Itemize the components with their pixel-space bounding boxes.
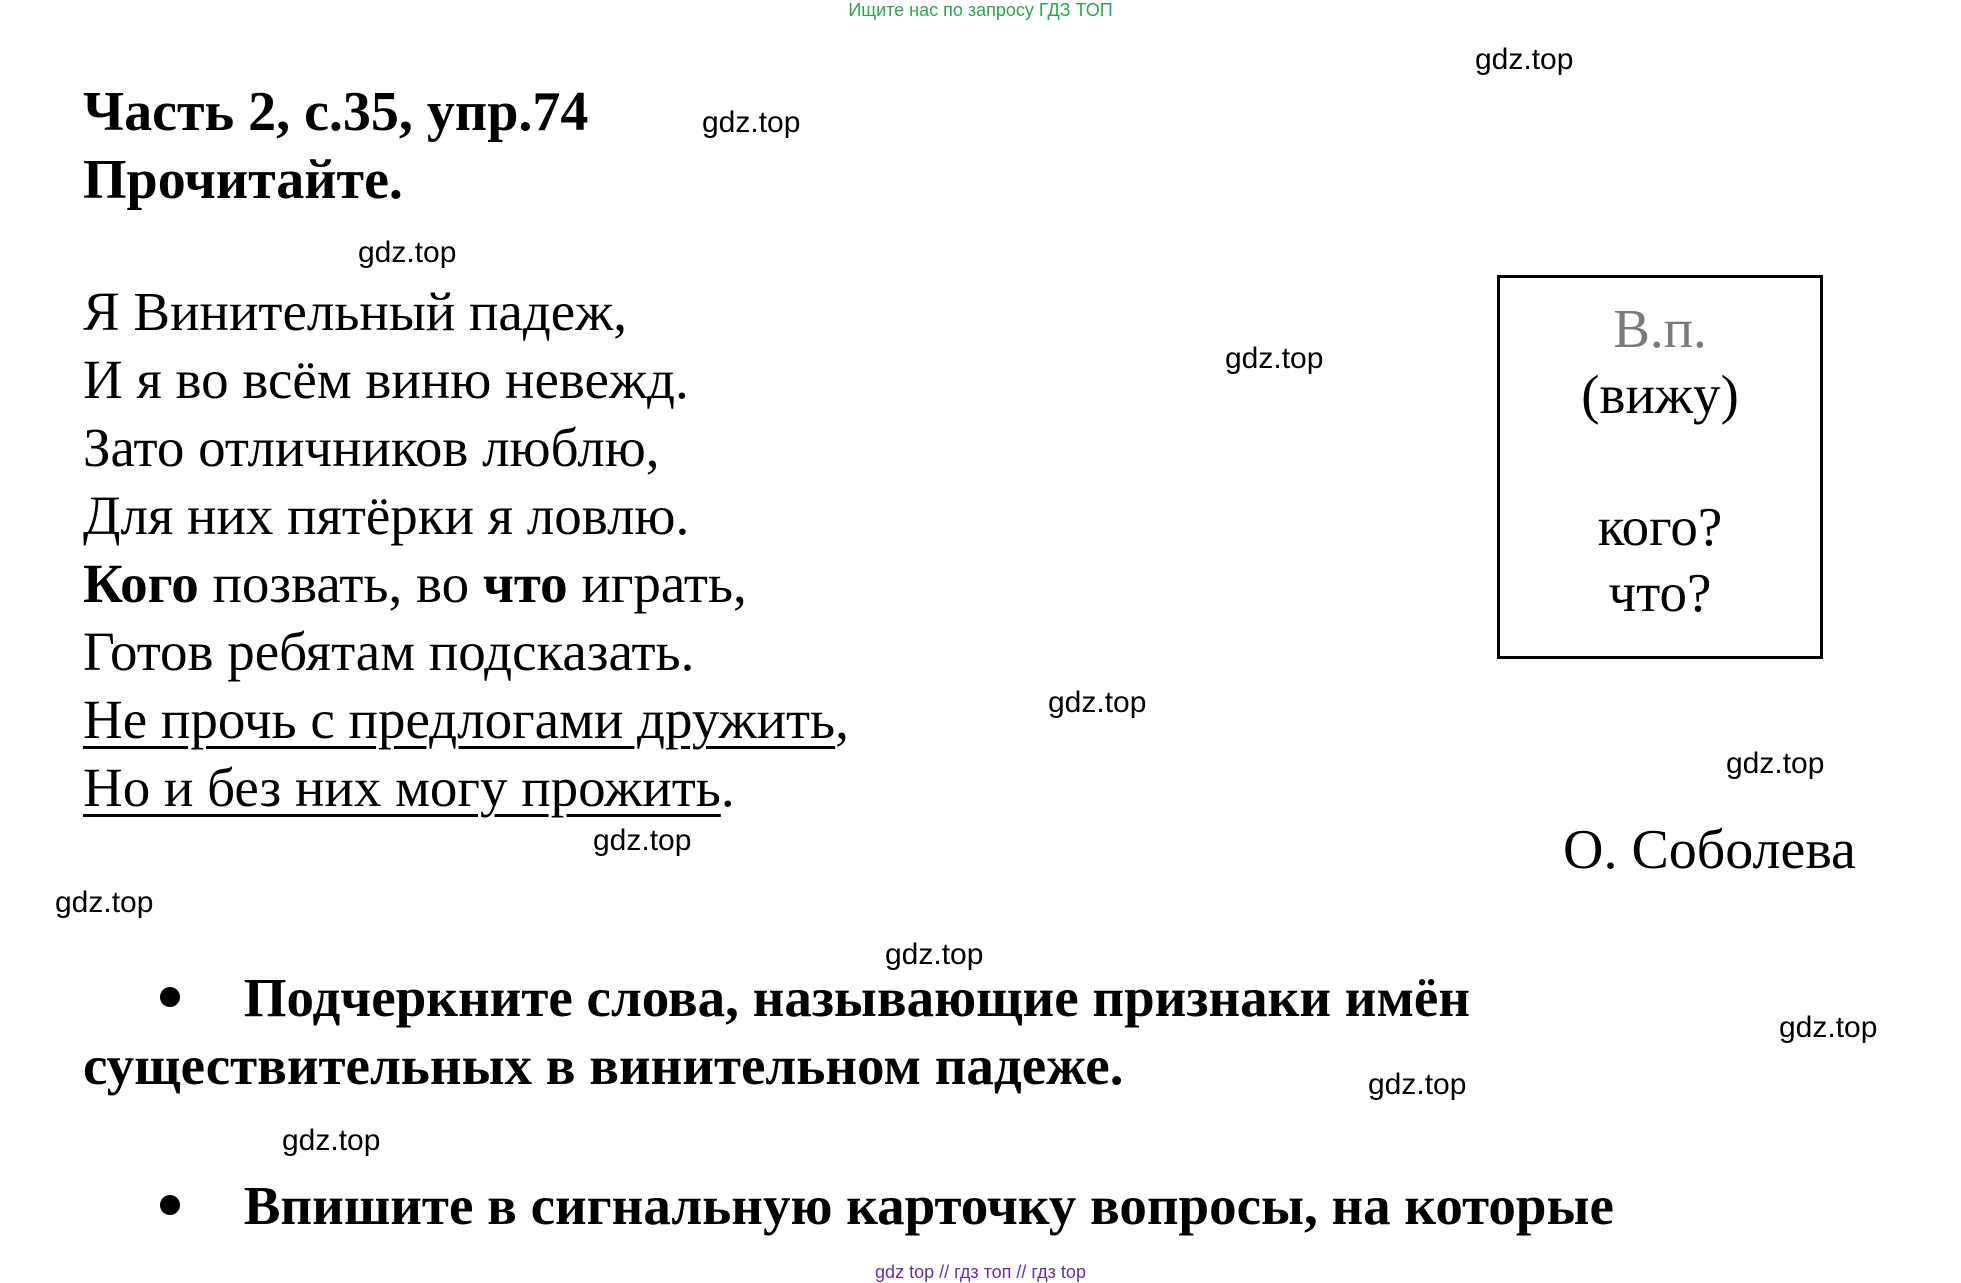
poem-author: О. Соболева xyxy=(1563,819,1856,881)
watermark: gdz.top xyxy=(358,236,457,269)
task-1-line-2: существительных в винительном падеже. xyxy=(83,1035,1124,1096)
poem-line-3: Зато отличников люблю, xyxy=(83,417,660,478)
underlined-phrase-1: Не прочь с предлогами дружить xyxy=(83,689,836,750)
poem-line-7-tail: , xyxy=(835,689,849,750)
underlined-phrase-2: Но и без них могу прожить xyxy=(83,757,721,818)
poem-line-5-part: позвать, во xyxy=(198,553,483,614)
watermark: gdz.top xyxy=(593,824,692,857)
card-question-chto: что? xyxy=(1608,562,1712,623)
bold-word-kogo: Кого xyxy=(83,553,199,614)
watermark: gdz.top xyxy=(1048,686,1147,719)
watermark: gdz.top xyxy=(1225,342,1324,375)
watermark: gdz.top xyxy=(1475,43,1574,76)
poem-line-5 xyxy=(83,550,849,618)
watermark: gdz.top xyxy=(55,886,154,919)
card-question-kogo: кого? xyxy=(1597,496,1723,557)
poem-line-8-tail: . xyxy=(720,757,735,818)
card-case-label: В.п. xyxy=(1613,298,1707,359)
poem-line-4: Для них пятёрки я ловлю. xyxy=(83,485,690,546)
poem xyxy=(83,278,849,822)
bottom-bar: gdz top // гдз топ // гдз top xyxy=(875,1262,1086,1282)
watermark: gdz.top xyxy=(1779,1011,1878,1044)
poem-line-5-end: играть, xyxy=(567,553,747,614)
top-banner: Ищите нас по запросу ГДЗ ТОП xyxy=(848,0,1113,20)
watermark: gdz.top xyxy=(1368,1068,1467,1101)
bullet-icon xyxy=(160,1195,180,1215)
bullet-icon xyxy=(160,987,180,1007)
task-1-line-1: Подчеркните слова, называющие признаки имён xyxy=(243,967,1471,1028)
watermark: gdz.top xyxy=(1726,747,1825,780)
watermark: gdz.top xyxy=(282,1124,381,1157)
task-2-line-1: Впишите в сигнальную карточку вопросы, на которые xyxy=(243,1175,1614,1236)
watermark: gdz.top xyxy=(702,106,801,139)
bold-word-chto: что xyxy=(482,553,568,614)
task-2 xyxy=(160,1175,1614,1236)
task-1 xyxy=(160,967,1471,1028)
instruction-heading: Прочитайте. xyxy=(83,149,403,211)
poem-line-1: Я Винительный падеж, xyxy=(83,281,627,342)
card-verb: (вижу) xyxy=(1581,364,1739,425)
poem-line-7 xyxy=(83,686,849,754)
card-spacer xyxy=(1500,428,1820,494)
poem-line-8 xyxy=(83,754,849,822)
poem-line-2: И я во всём виню невежд. xyxy=(83,349,689,410)
exercise-title: Часть 2, с.35, упр.74 xyxy=(83,81,589,143)
watermark: gdz.top xyxy=(885,938,984,971)
poem-line-6: Готов ребятам подсказать. xyxy=(83,621,695,682)
signal-card xyxy=(1497,275,1823,659)
